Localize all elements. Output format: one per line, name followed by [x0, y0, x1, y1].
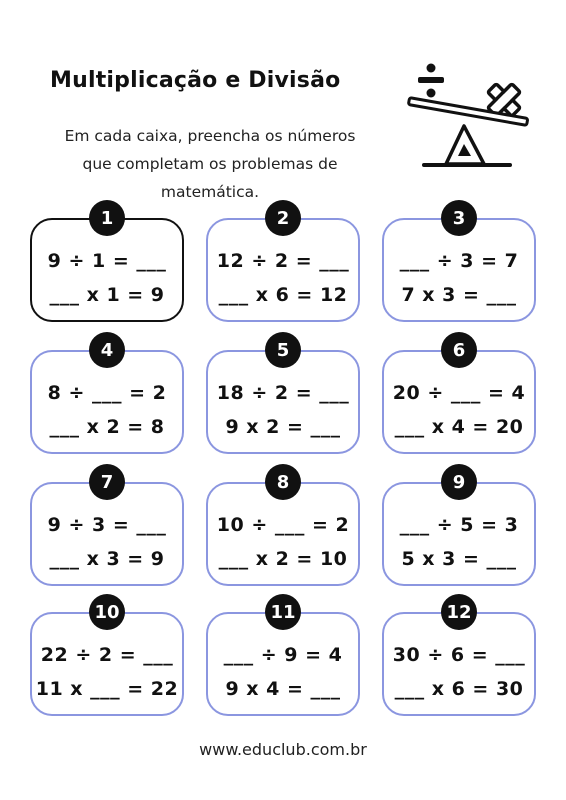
problem-number-badge: 9: [441, 464, 477, 500]
instructions-line: matemática.: [160, 183, 260, 201]
instructions-line: que completam os problemas de: [82, 155, 338, 173]
problem-number-badge: 4: [89, 332, 125, 368]
problem-multiplication-line: 9 x 4 = ___: [225, 678, 341, 700]
problem-division-line: 9 ÷ 3 = ___: [47, 514, 167, 536]
problem-multiplication-line: ___ x 2 = 10: [218, 548, 348, 570]
problem-multiplication-line: 7 x 3 = ___: [401, 284, 517, 306]
problem-number-badge: 2: [265, 200, 301, 236]
problem-number-badge: 3: [441, 200, 477, 236]
problem-division-line: 30 ÷ 6 = ___: [392, 644, 526, 666]
problem-number-badge: 11: [265, 594, 301, 630]
math-seesaw-logo: [404, 60, 534, 170]
problem-division-line: ___ ÷ 5 = 3: [399, 514, 519, 536]
problem-number-badge: 1: [89, 200, 125, 236]
problem-division-line: ___ ÷ 3 = 7: [399, 250, 519, 272]
problem-multiplication-line: ___ x 1 = 9: [49, 284, 165, 306]
problem-number-badge: 8: [265, 464, 301, 500]
problem-multiplication-line: ___ x 2 = 8: [49, 416, 165, 438]
problem-division-line: ___ ÷ 9 = 4: [223, 644, 343, 666]
problem-division-line: 12 ÷ 2 = ___: [216, 250, 350, 272]
problem-multiplication-line: ___ x 6 = 12: [218, 284, 348, 306]
problem-multiplication-line: 9 x 2 = ___: [225, 416, 341, 438]
footer-url: www.educlub.com.br: [199, 740, 367, 759]
page-title: Multiplicação e Divisão: [50, 68, 341, 93]
division-sign-icon: [418, 64, 444, 98]
problem-division-line: 8 ÷ ___ = 2: [47, 382, 167, 404]
problem-division-line: 22 ÷ 2 = ___: [40, 644, 174, 666]
problem-number-badge: 6: [441, 332, 477, 368]
problem-division-line: 9 ÷ 1 = ___: [47, 250, 167, 272]
problem-number-badge: 7: [89, 464, 125, 500]
problem-division-line: 18 ÷ 2 = ___: [216, 382, 350, 404]
problem-multiplication-line: 11 x ___ = 22: [35, 678, 179, 700]
problem-multiplication-line: ___ x 3 = 9: [49, 548, 165, 570]
problem-number-badge: 10: [89, 594, 125, 630]
problem-multiplication-line: ___ x 4 = 20: [394, 416, 524, 438]
problem-multiplication-line: ___ x 6 = 30: [394, 678, 524, 700]
problem-division-line: 20 ÷ ___ = 4: [392, 382, 526, 404]
problem-number-badge: 12: [441, 594, 477, 630]
problem-multiplication-line: 5 x 3 = ___: [401, 548, 517, 570]
instructions: [40, 122, 380, 206]
problem-division-line: 10 ÷ ___ = 2: [216, 514, 350, 536]
problem-number-badge: 5: [265, 332, 301, 368]
instructions-line: Em cada caixa, preencha os números: [64, 127, 356, 145]
